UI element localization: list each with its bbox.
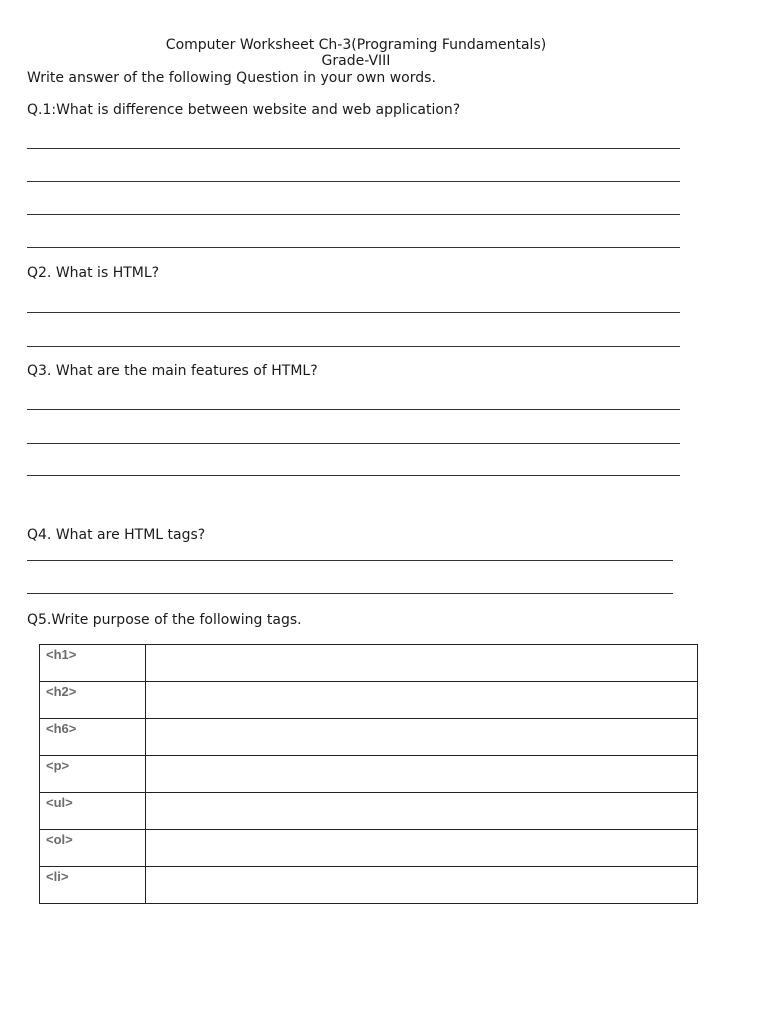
purpose-cell[interactable]	[146, 793, 698, 830]
table-row	[40, 645, 698, 682]
worksheet-title: Computer Worksheet Ch-3(Programing Fundamentals)	[165, 37, 547, 53]
answer-line[interactable]	[27, 181, 680, 182]
tag-label: <ol>	[46, 832, 73, 847]
answer-line[interactable]	[27, 593, 673, 594]
table-row	[40, 756, 698, 793]
grade-label: Grade-VIII	[321, 53, 391, 69]
answer-line[interactable]	[27, 560, 673, 561]
table-row	[40, 793, 698, 830]
purpose-cell[interactable]	[146, 682, 698, 719]
answer-line[interactable]	[27, 409, 680, 410]
purpose-cell[interactable]	[146, 645, 698, 682]
purpose-cell[interactable]	[146, 830, 698, 867]
table-row	[40, 830, 698, 867]
tag-cell	[40, 830, 146, 867]
table-row	[40, 719, 698, 756]
purpose-cell[interactable]	[146, 756, 698, 793]
tag-label: <p>	[46, 758, 70, 773]
tag-cell	[40, 682, 146, 719]
question-5: Q5.Write purpose of the following tags.	[27, 612, 302, 628]
tag-cell	[40, 793, 146, 830]
tag-purpose-table	[39, 644, 698, 904]
tag-cell	[40, 645, 146, 682]
purpose-cell[interactable]	[146, 867, 698, 904]
answer-line[interactable]	[27, 443, 680, 444]
answer-line[interactable]	[27, 346, 680, 347]
tag-cell	[40, 867, 146, 904]
instruction-text: Write answer of the following Question in your own words.	[27, 70, 436, 86]
answer-line[interactable]	[27, 312, 680, 313]
question-2: Q2. What is HTML?	[27, 265, 160, 281]
tag-label: <h2>	[46, 684, 77, 699]
answer-line[interactable]	[27, 148, 680, 149]
question-1: Q.1:What is difference between website and web application?	[27, 102, 461, 118]
purpose-cell[interactable]	[146, 719, 698, 756]
answer-line[interactable]	[27, 247, 680, 248]
table-row	[40, 682, 698, 719]
tag-cell	[40, 756, 146, 793]
tag-cell	[40, 719, 146, 756]
tag-label: <ul>	[46, 795, 73, 810]
table-row	[40, 867, 698, 904]
tag-label: <li>	[46, 869, 69, 884]
tag-label: <h6>	[46, 721, 77, 736]
answer-line[interactable]	[27, 214, 680, 215]
question-3: Q3. What are the main features of HTML?	[27, 363, 318, 379]
answer-line[interactable]	[27, 475, 680, 476]
question-4: Q4. What are HTML tags?	[27, 527, 206, 543]
tag-label: <h1>	[46, 647, 77, 662]
